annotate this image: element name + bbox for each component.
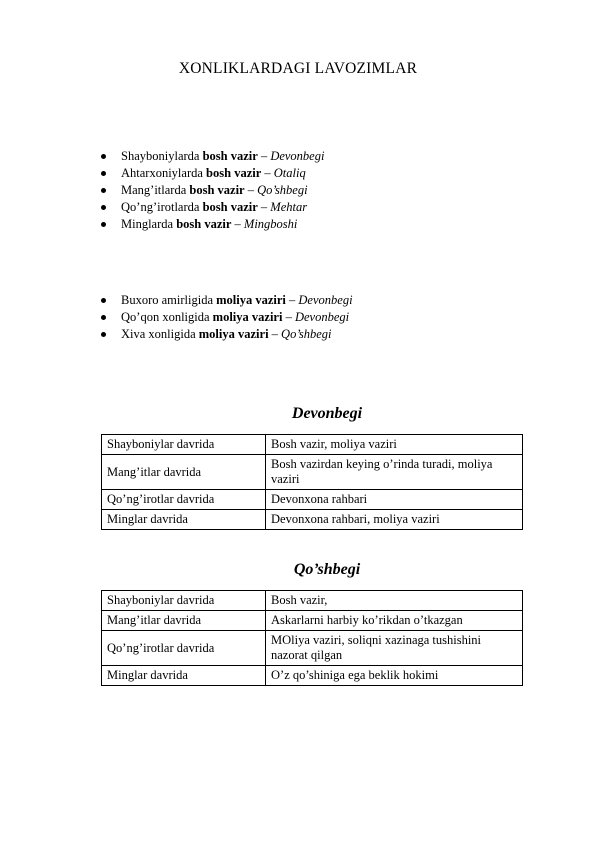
list-item-dash: – [257, 200, 271, 214]
list-item-subject: Ahtarxoniylarda [121, 166, 207, 180]
list-item [96, 148, 324, 165]
role-cell: Devonxona rahbari, moliya vaziri [266, 510, 523, 530]
list-item [96, 326, 353, 343]
table-row [102, 666, 523, 686]
role-cell: Devonxona rahbari [266, 490, 523, 510]
list-item-title: Devonbegi [298, 293, 353, 307]
bullet-icon [101, 298, 106, 303]
list-item-title: Otaliq [273, 166, 306, 180]
qoshbegi-table [101, 590, 523, 686]
section-title-devonbegi: Devonbegi [291, 405, 363, 422]
period-cell: Shayboniylar davrida [102, 435, 266, 455]
table-row [102, 591, 523, 611]
list-item-position: moliya vaziri [212, 310, 283, 324]
bullet-icon [101, 171, 106, 176]
list-item-position: bosh vazir [202, 149, 258, 163]
list-item-dash: – [282, 310, 295, 324]
list-item [96, 199, 324, 216]
period-cell: Minglar davrida [102, 666, 266, 686]
prime-minister-list [96, 148, 324, 233]
list-item-dash: – [231, 217, 244, 231]
list-item-position: bosh vazir [202, 200, 258, 214]
role-cell: O’z qo’shiniga ega beklik hokimi [266, 666, 523, 686]
period-cell: Shayboniylar davrida [102, 591, 266, 611]
bullet-icon [101, 154, 106, 159]
list-item-subject: Qo’qon xonligida [121, 310, 213, 324]
table-row [102, 455, 523, 490]
table-row [102, 611, 523, 631]
list-item [96, 165, 324, 182]
list-item [96, 182, 324, 199]
list-item-subject: Shayboniylarda [121, 149, 203, 163]
section-title-qoshbegi: Qo’shbegi [293, 561, 361, 578]
list-item-title: Devonbegi [294, 310, 350, 324]
list-item-title: Mingboshi [243, 217, 298, 231]
list-item-title: Mehtar [270, 200, 308, 214]
list-item-subject: Xiva xonligida [121, 327, 199, 341]
bullet-icon [101, 332, 106, 337]
list-item [96, 309, 353, 326]
list-item-position: bosh vazir [206, 166, 262, 180]
list-item-subject: Minglarda [121, 217, 177, 231]
list-item-subject: Qo’ng’irotlarda [121, 200, 203, 214]
list-item-dash: – [244, 183, 258, 197]
period-cell: Qo’ng’irotlar davrida [102, 631, 266, 666]
list-item [96, 216, 324, 233]
list-item-position: bosh vazir [176, 217, 232, 231]
role-cell: Askarlarni harbiy ko’rikdan o’tkazgan [266, 611, 523, 631]
list-item-position: bosh vazir [189, 183, 245, 197]
role-cell: Bosh vazirdan keying o’rinda turadi, moliya vaziri [266, 455, 523, 490]
period-cell: Qo’ng’irotlar davrida [102, 490, 266, 510]
bullet-icon [101, 188, 106, 193]
period-cell: Mang’itlar davrida [102, 611, 266, 631]
list-item-dash: – [268, 327, 282, 341]
devonbegi-table [101, 434, 523, 530]
list-item-position: moliya vaziri [216, 293, 286, 307]
bullet-icon [101, 222, 106, 227]
list-item-subject: Buxoro amirligida [121, 293, 217, 307]
list-item-position: moliya vaziri [198, 327, 269, 341]
role-cell: Bosh vazir, [266, 591, 523, 611]
list-item-dash: – [285, 293, 299, 307]
list-item-subject: Mang’itlarda [121, 183, 190, 197]
list-item-dash: – [261, 166, 274, 180]
list-item [96, 292, 353, 309]
role-cell: MOliya vaziri, soliqni xazinaga tushishini nazorat qilgan [266, 631, 523, 666]
bullet-icon [101, 205, 106, 210]
table-row [102, 510, 523, 530]
table-row [102, 631, 523, 666]
list-item-title: Qo’shbegi [257, 183, 308, 197]
bullet-icon [101, 315, 106, 320]
list-item-dash: – [257, 149, 271, 163]
table-row [102, 490, 523, 510]
page-title: XONLIKLARDAGI LAVOZIMLAR [178, 60, 418, 77]
list-item-title: Devonbegi [270, 149, 325, 163]
period-cell: Mang’itlar davrida [102, 455, 266, 490]
finance-minister-list [96, 292, 353, 343]
role-cell: Bosh vazir, moliya vaziri [266, 435, 523, 455]
period-cell: Minglar davrida [102, 510, 266, 530]
table-row [102, 435, 523, 455]
list-item-title: Qo’shbegi [281, 327, 332, 341]
